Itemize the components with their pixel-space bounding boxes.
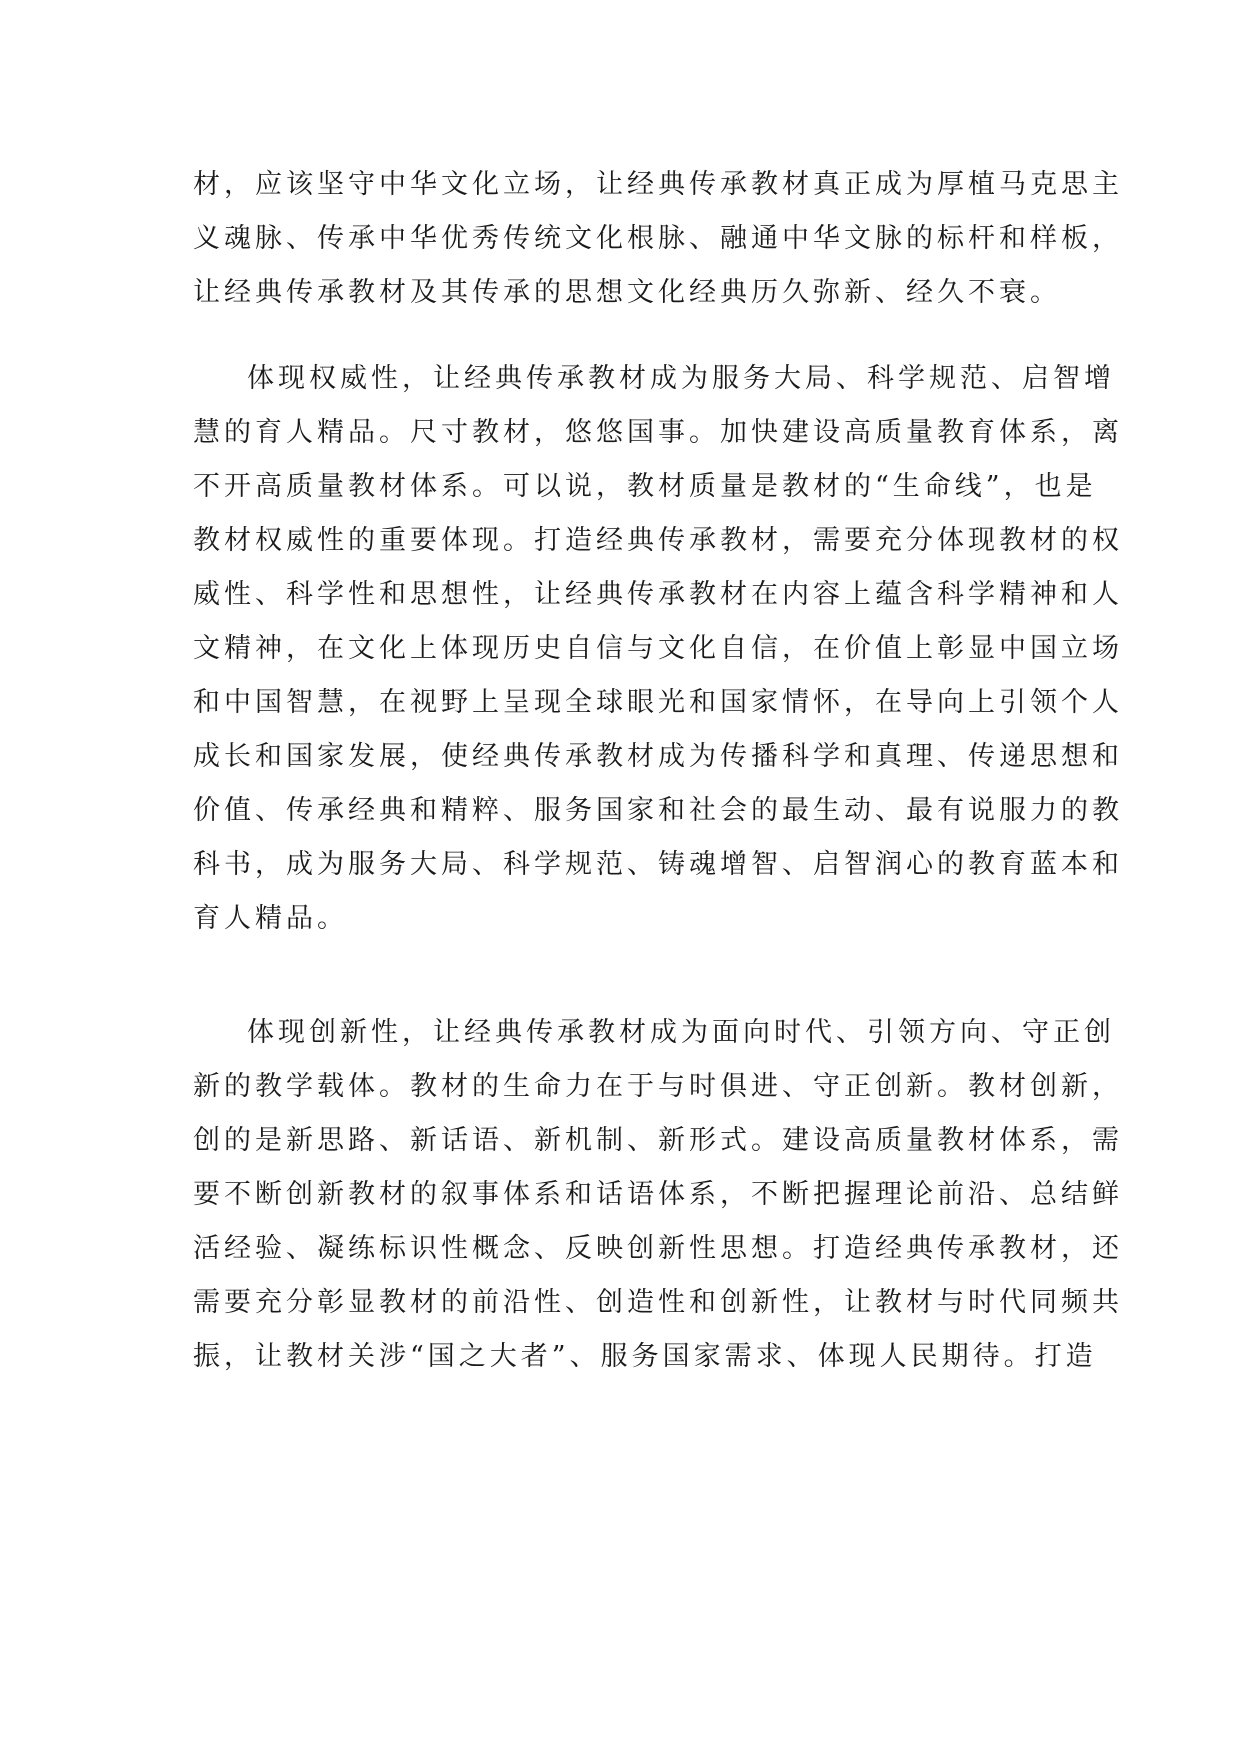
paragraph-authority xyxy=(193,352,1123,946)
text-line: 文精神，在文化上体现历史自信与文化自信，在价值上彰显中国立场 xyxy=(193,633,1123,664)
text-line: 需要充分彰显教材的前沿性、创造性和创新性，让教材与时代同频共 xyxy=(193,1287,1123,1318)
text-line: 科书，成为服务大局、科学规范、铸魂增智、启智润心的教育蓝本和 xyxy=(193,849,1123,880)
text-line: 要不断创新教材的叙事体系和话语体系，不断把握理论前沿、总结鲜 xyxy=(193,1179,1123,1210)
text-line: 让经典传承教材及其传承的思想文化经典历久弥新、经久不衰。 xyxy=(193,277,1061,308)
text-line: 义魂脉、传承中华优秀传统文化根脉、融通中华文脉的标杆和样板， xyxy=(193,223,1123,254)
text-line: 教材权威性的重要体现。打造经典传承教材，需要充分体现教材的权 xyxy=(193,525,1123,556)
text-line: 和中国智慧，在视野上呈现全球眼光和国家情怀，在导向上引领个人 xyxy=(193,687,1123,718)
text-line: 活经验、凝练标识性概念、反映创新性思想。打造经典传承教材，还 xyxy=(193,1233,1123,1264)
text-line: 育人精品。 xyxy=(193,903,348,934)
text-line: 威性、科学性和思想性，让经典传承教材在内容上蕴含科学精神和人 xyxy=(193,579,1123,610)
paragraph-innovation xyxy=(193,1006,1123,1384)
text-line: 新的教学载体。教材的生命力在于与时俱进、守正创新。教材创新， xyxy=(193,1071,1123,1102)
text-line: 体现创新性，让经典传承教材成为面向时代、引领方向、守正创 xyxy=(247,1017,1115,1048)
text-line: 价值、传承经典和精粹、服务国家和社会的最生动、最有说服力的教 xyxy=(193,795,1123,826)
text-line: 不开高质量教材体系。可以说，教材质量是教材的“生命线”，也是 xyxy=(193,471,1097,502)
text-line: 成长和国家发展，使经典传承教材成为传播科学和真理、传递思想和 xyxy=(193,741,1123,772)
text-line: 慧的育人精品。尺寸教材，悠悠国事。加快建设高质量教育体系，离 xyxy=(193,417,1123,448)
text-line: 材，应该坚守中华文化立场，让经典传承教材真正成为厚植马克思主 xyxy=(193,169,1123,200)
text-line: 体现权威性，让经典传承教材成为服务大局、科学规范、启智增 xyxy=(247,363,1115,394)
text-line: 创的是新思路、新话语、新机制、新形式。建设高质量教材体系，需 xyxy=(193,1125,1123,1156)
text-line: 振，让教材关涉“国之大者”、服务国家需求、体现人民期待。打造 xyxy=(193,1341,1097,1372)
paragraph-continuation xyxy=(193,158,1123,320)
